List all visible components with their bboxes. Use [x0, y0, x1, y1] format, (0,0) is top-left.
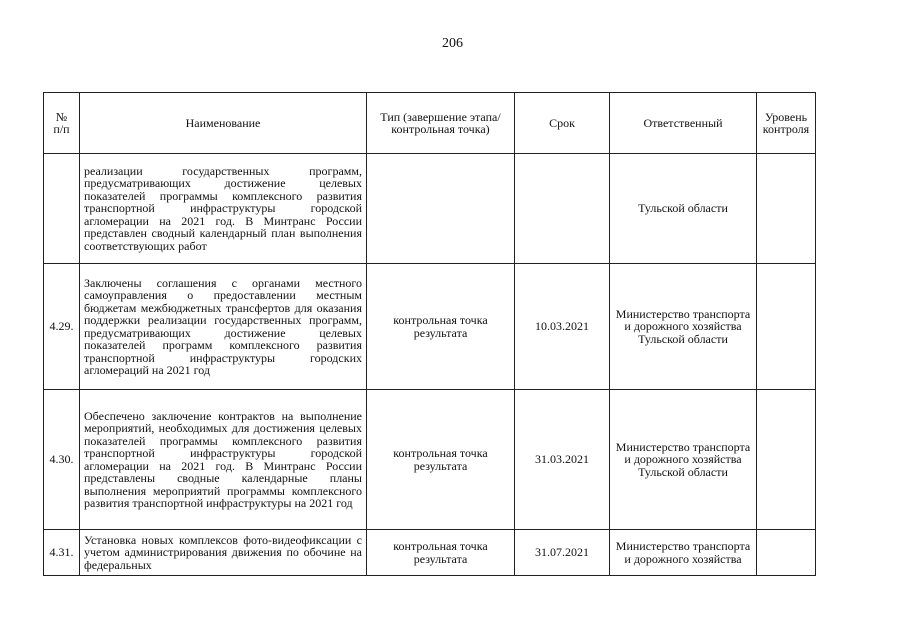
table-row [44, 154, 816, 264]
header-level: Уровень контроля [757, 93, 816, 154]
control-points-table [43, 92, 816, 576]
row-num [44, 154, 80, 264]
row-name: Обеспечено заключение контрактов на выполнение мероприятий, необходимых для достижения целевых показателей программы комплексного развития транспортной инфраструктуры городской агломерации на 2021 год. В Минтранс России представлены сводные календарные планы выполнения мероприятий программы комплексного развития транспортной инфраструктуры на 2021 год [80, 390, 367, 530]
header-name: Наименование [80, 93, 367, 154]
row-term [515, 154, 610, 264]
table-row [44, 264, 816, 390]
row-responsible: Тульской области [610, 154, 757, 264]
row-responsible: Министерство транспорта и дорожного хозяйства Тульской области [610, 390, 757, 530]
header-responsible: Ответственный [610, 93, 757, 154]
row-name: Установка новых комплексов фото-видеофиксации с учетом администрирования движения по обочине на федеральных [80, 530, 367, 576]
row-term: 31.03.2021 [515, 390, 610, 530]
row-name: Заключены соглашения с органами местного самоуправления о предоставлении местным бюджетам межбюджетных трансфертов для оказания поддержки реализации государственных программ, предусматривающих достижение целевых показателей программ комплексного развития транспортной инфраструктуры городских агломераций на 2021 год [80, 264, 367, 390]
row-name: реализации государственных программ, предусматривающих достижение целевых показателей программы комплексного развития транспортной инфраструктуры городской агломерации на 2021 год. В Минтранс России представлен сводный календарный план выполнения соответствующих работ [80, 154, 367, 264]
row-level [757, 154, 816, 264]
row-term: 10.03.2021 [515, 264, 610, 390]
row-level [757, 390, 816, 530]
row-type [367, 154, 515, 264]
row-num: 4.31. [44, 530, 80, 576]
row-level [757, 530, 816, 576]
table-row [44, 390, 816, 530]
header-num: № п/п [44, 93, 80, 154]
row-responsible: Министерство транспорта и дорожного хозяйства [610, 530, 757, 576]
header-term: Срок [515, 93, 610, 154]
row-num: 4.30. [44, 390, 80, 530]
row-type: контрольная точка результата [367, 530, 515, 576]
header-type: Тип (завершение этапа/контрольная точка) [367, 93, 515, 154]
row-num: 4.29. [44, 264, 80, 390]
row-term: 31.07.2021 [515, 530, 610, 576]
table-row [44, 530, 816, 576]
row-level [757, 264, 816, 390]
table-header-row [44, 93, 816, 154]
row-type: контрольная точка результата [367, 390, 515, 530]
page-number: 206 [442, 36, 463, 51]
row-responsible: Министерство транспорта и дорожного хозяйства Тульской области [610, 264, 757, 390]
row-type: контрольная точка результата [367, 264, 515, 390]
